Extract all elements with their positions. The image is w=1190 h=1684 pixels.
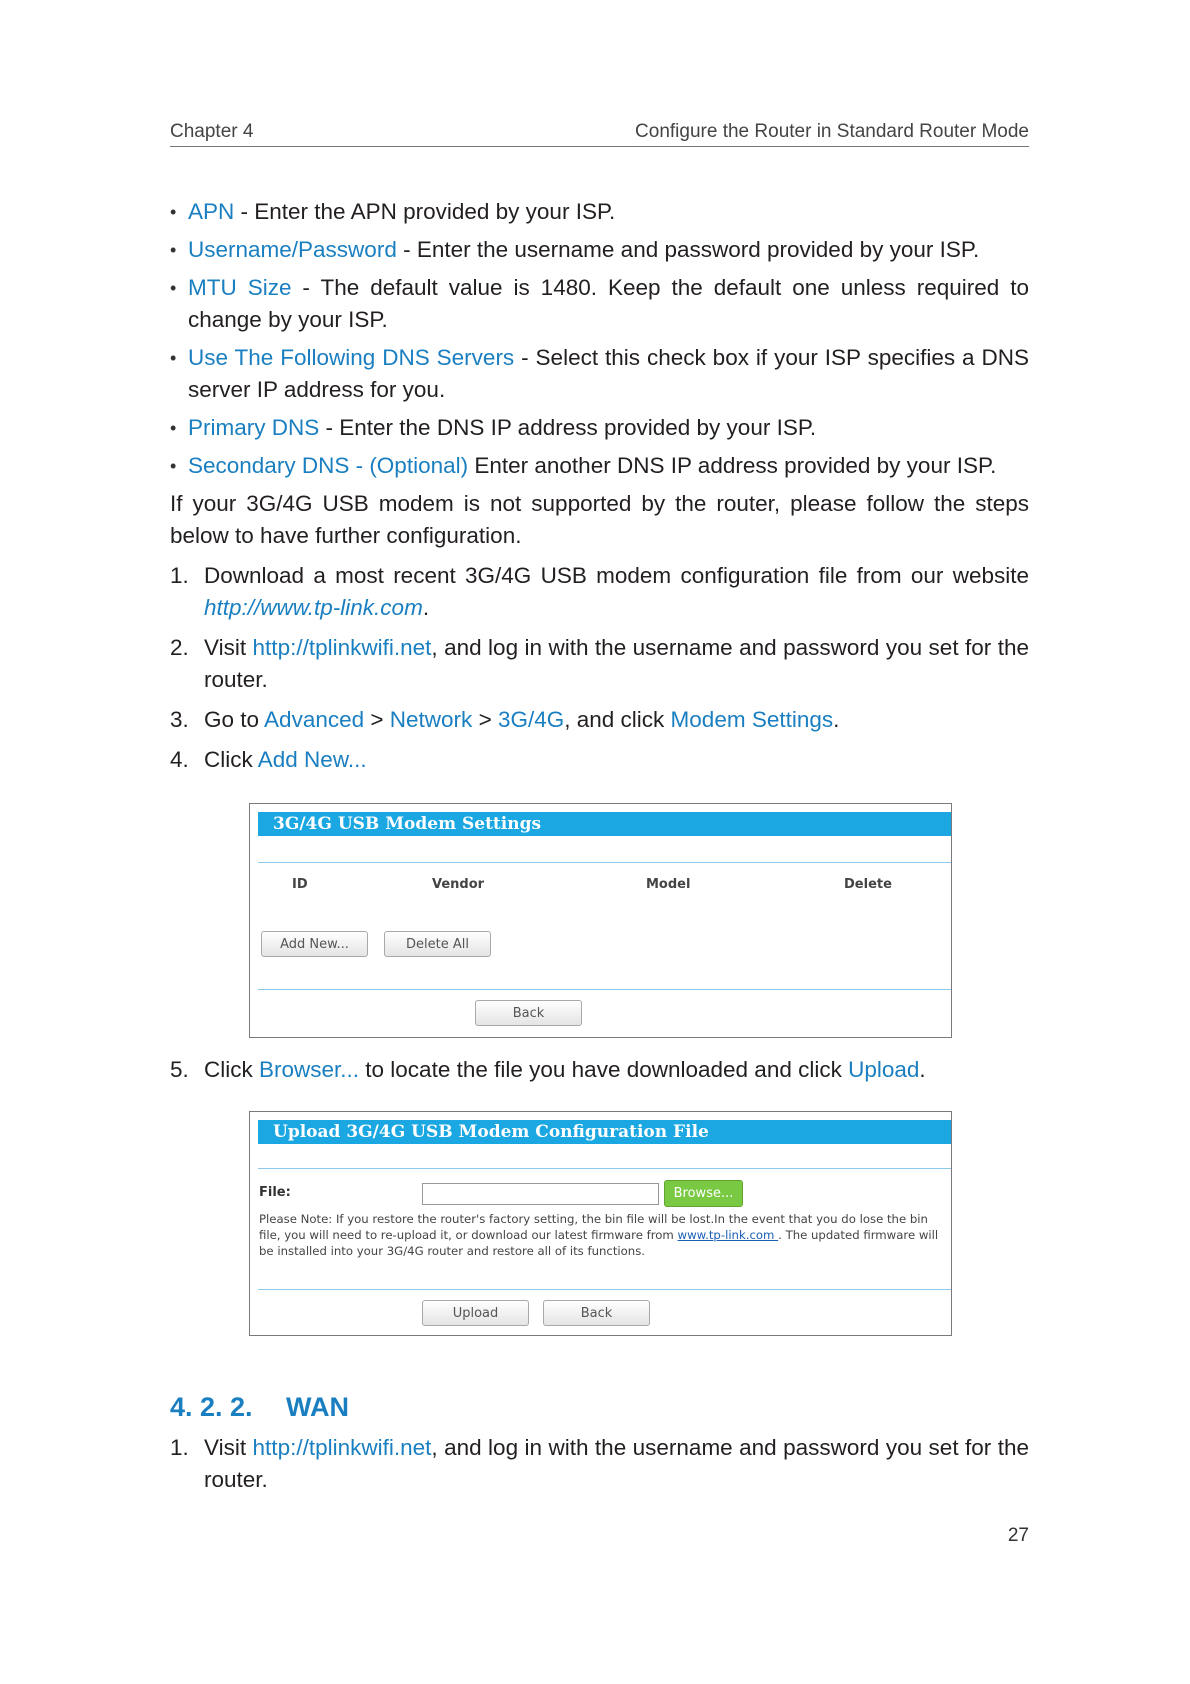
step-1: 1. Download a most recent 3G/4G USB modem configuration file from our website http://www.tp-link.com. [170,563,1029,620]
chapter-title: Configure the Router in Standard Router Mode [635,121,1029,142]
tp-link-note-link[interactable]: www.tp-link.com [677,1228,779,1242]
section-number: 4. 2. 2. [170,1392,253,1422]
bullet-text: - Enter the username and password provided by your ISP. [396,237,980,262]
tplinkwifi-link[interactable]: http://tplinkwifi.net [252,635,432,660]
intro-paragraph: If your 3G/4G USB modem is not supported by the router, please follow the steps below to have further configuration. [170,491,1029,548]
firmware-note: Please Note: If you restore the router's factory setting, the bin file will be lost.In the event that you do lose the bin file, you will need to re-upload it, or download our latest firmware from www.tp-link.com . The updated firmware will be installed into your 3G/4G router and restore all of its functions. [259,1212,939,1258]
back-button[interactable]: Back [475,1000,582,1026]
upload-config-title: Upload 3G/4G USB Modem Configuration File [258,1120,951,1144]
column-header-delete: Delete [844,877,892,892]
panel-divider [258,1168,951,1169]
bullet-term: APN [188,199,235,224]
panel-divider [258,862,951,863]
bullet-term: MTU Size [188,275,292,300]
advanced-link[interactable]: Advanced [264,707,365,732]
step-3: 3. Go to Advanced > Network > 3G/4G, and click Modem Settings. [170,707,840,732]
file-label: File: [259,1185,291,1200]
modem-settings-panel [249,803,952,1038]
column-header-model: Model [646,877,691,892]
wan-step-1: 1. Visit http://tplinkwifi.net, and log in with the username and password you set for the router. [170,1435,1029,1492]
page-number: 27 [1007,1525,1029,1546]
modem-settings-title: 3G/4G USB Modem Settings [258,812,951,836]
add-new-link[interactable]: Add New... [257,747,367,772]
bullet-text: - The default value is 1480. Keep the default one unless required to change by your ISP. [188,275,1029,332]
bullet-term: Secondary DNS - (Optional) [188,453,469,478]
bullet-item: • Secondary DNS - (Optional) Enter another DNS IP address provided by your ISP. [170,453,997,478]
main-content [170,196,1029,784]
section-heading [170,1392,349,1423]
bullet-text: Enter another DNS IP address provided by your ISP. [468,453,997,478]
bullet-item: • Use The Following DNS Servers - Select this check box if your ISP specifies a DNS server IP address for you. [170,345,1029,402]
step-5: 5. Click Browser... to locate the file you have downloaded and click Upload. [170,1057,926,1082]
step-4: 4. Click Add New... [170,747,367,772]
bullet-term: Primary DNS [188,415,320,440]
bullet-item: • Username/Password - Enter the username and password provided by your ISP. [170,237,980,262]
chapter-label: Chapter 4 [170,121,254,142]
bullet-text: - Enter the APN provided by your ISP. [234,199,616,224]
upload-link[interactable]: Upload [848,1057,920,1082]
delete-all-button[interactable]: Delete All [384,931,491,957]
section-title: WAN [286,1392,349,1422]
add-new-button[interactable]: Add New... [261,931,368,957]
bullet-text: - Select this check box if your ISP specifies a DNS server IP address for you. [188,345,1029,402]
network-link[interactable]: Network [389,707,473,732]
column-header-vendor: Vendor [432,877,485,892]
header-divider [170,146,1029,147]
bullet-item: • MTU Size - The default value is 1480. Keep the default one unless required to change by your ISP. [170,275,1029,332]
browse-button[interactable]: Browse... [664,1180,743,1207]
tplinkwifi-link[interactable]: http://tplinkwifi.net [252,1435,432,1460]
modem-settings-link[interactable]: Modem Settings [670,707,834,732]
bullet-term: Use The Following DNS Servers [188,345,515,370]
bullet-text: - Enter the DNS IP address provided by your ISP. [319,415,817,440]
upload-config-panel [249,1111,952,1336]
upload-button[interactable]: Upload [422,1300,529,1326]
upload-back-button[interactable]: Back [543,1300,650,1326]
bullet-item: • Primary DNS - Enter the DNS IP address provided by your ISP. [170,415,817,440]
file-path-input[interactable] [422,1183,659,1205]
browser-link[interactable]: Browser... [259,1057,360,1082]
tp-link-link[interactable]: http://www.tp-link.com [204,595,423,620]
3g4g-link[interactable]: 3G/4G [497,707,565,732]
bullet-item: • APN - Enter the APN provided by your ISP. [170,199,616,224]
panel-divider [258,1289,951,1290]
panel-divider [258,989,951,990]
column-header-id: ID [292,877,308,892]
step-2: 2. Visit http://tplinkwifi.net, and log in with the username and password you set for the router. [170,635,1029,692]
bullet-term: Username/Password [188,237,397,262]
